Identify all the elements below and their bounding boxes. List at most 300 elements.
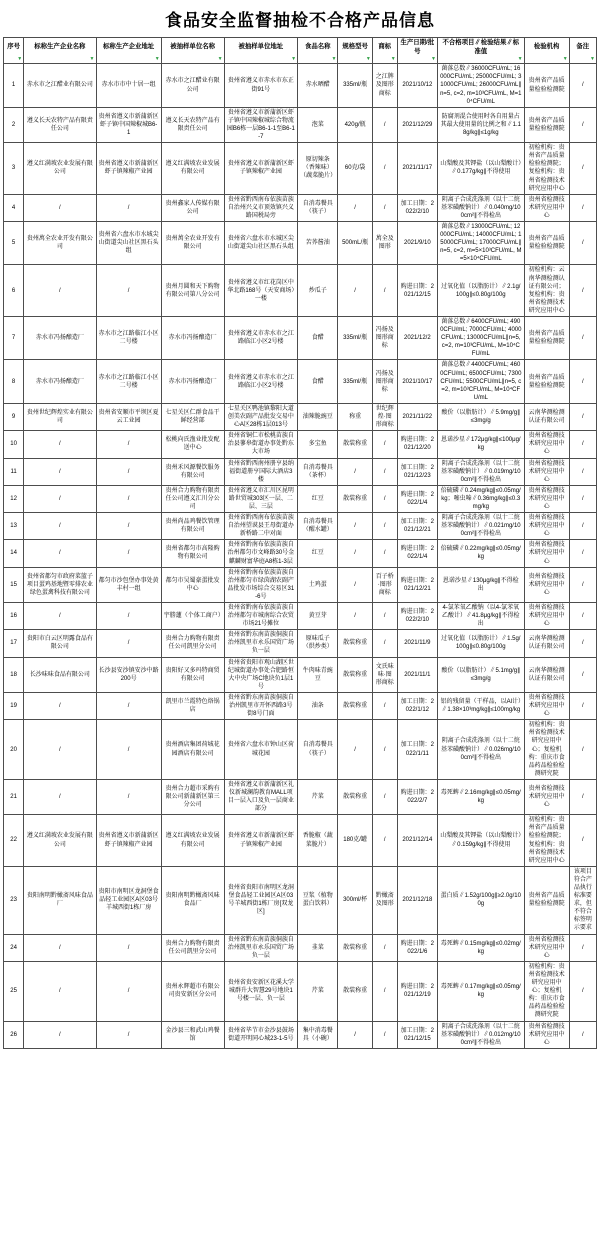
table-cell: 贵州省检测技术研究应用中心 [524, 431, 569, 458]
table-row [4, 485, 597, 512]
column-header-label: 商标 [378, 43, 392, 51]
row-index-cell: 4 [4, 194, 24, 221]
row-index-cell: 13 [4, 513, 24, 540]
table-cell: 香脆椒（蔬菜脆片） [298, 815, 338, 867]
filter-dropdown-arrow-icon[interactable]: ▼ [154, 56, 160, 63]
table-cell: / [569, 513, 596, 540]
column-header-label: 标称生产企业名称 [34, 43, 86, 51]
table-cell: 贵州省安顺市平坝区夏云工业园 [96, 403, 161, 430]
table-cell: 贵州禾风源餐饮服务有限公司 [161, 458, 224, 485]
table-cell: 菌落总数∥36000CFU/mL; 16000CFU/mL; 25000CFU/mL; 31000CFU/mL; 26000CFU/mL∥n=5, c=2, m=10³CFU/mL, M=10⁴CFU/mL [438, 64, 525, 107]
row-index-cell: 25 [4, 961, 24, 1021]
table-cell: 335ml/瓶 [338, 64, 372, 107]
column-header-2 [96, 38, 161, 64]
column-header-label: 规格型号 [342, 43, 368, 51]
table-cell: 遵义红满坡农业发展有限公司 [161, 143, 224, 195]
table-cell: 贵州省产品质量检验检测院 [524, 360, 569, 403]
table-row [4, 603, 597, 630]
table-cell: 购进日期：2022/1/4 [397, 540, 437, 567]
table-cell: 食醋 [298, 317, 338, 360]
table-cell: / [96, 692, 161, 719]
table-cell: / [24, 458, 96, 485]
table-cell: 贵州省黔东南苗族侗族自治州凯里市永乐国贸广场负一层 [224, 630, 298, 657]
column-header-3 [161, 38, 224, 64]
table-row [4, 866, 597, 934]
table-cell: / [569, 221, 596, 264]
row-index-cell: 19 [4, 692, 24, 719]
row-index-cell: 2 [4, 107, 24, 142]
table-cell: / [24, 603, 96, 630]
table-row [4, 403, 597, 430]
table-row [4, 360, 597, 403]
table-cell: 贵州省黔西南布依族苗族自治州望谟县王母街道办新桥路二中对面 [224, 513, 298, 540]
table-cell: / [372, 265, 397, 317]
table-cell: / [569, 403, 596, 430]
table-cell: 毒死蜱∥2.16mg/kg∥≤0.05mg/kg [438, 779, 525, 814]
table-cell: 赤水市冯扬酿造厂 [161, 360, 224, 403]
table-cell: 贵州省遵义市新蒲新区礼仪新城澜韵教育MALL项目一层入口及负一层商业部分 [224, 779, 298, 814]
table-cell: 420g/瓶 [338, 107, 372, 142]
table-cell: 初检机构：贵州省产品质量检验检测院；复检机构：贵州省检测技术研究应用中心 [524, 815, 569, 867]
table-cell: 贵州合力购物有限责任公司遵义汇川分公司 [161, 485, 224, 512]
table-cell: / [96, 934, 161, 961]
table-cell: 散装称重 [338, 779, 372, 814]
table-cell: 长沙县安沙镇安沙中路200号 [96, 657, 161, 692]
row-index-cell: 26 [4, 1021, 24, 1048]
filter-dropdown-arrow-icon[interactable]: ▼ [17, 56, 23, 63]
table-cell: 遵义红满坡农业发展有限公司 [24, 815, 96, 867]
table-cell: 泡菜 [298, 107, 338, 142]
table-cell: / [338, 194, 372, 221]
table-row [4, 64, 597, 107]
table-cell: 芹菜 [298, 961, 338, 1021]
table-cell: 2021/11/9 [397, 630, 437, 657]
table-body [4, 64, 597, 1049]
table-cell: / [24, 431, 96, 458]
table-cell: 文氏味味·图形商标 [372, 657, 397, 692]
table-cell: / [24, 194, 96, 221]
table-row [4, 692, 597, 719]
table-cell: 过氧化值（以脂肪计）∥1.5g/100g∥≤0.80g/100g [438, 630, 525, 657]
row-index-cell: 23 [4, 866, 24, 934]
table-cell: / [372, 779, 397, 814]
table-cell: / [372, 485, 397, 512]
row-index-cell: 17 [4, 630, 24, 657]
table-row [4, 567, 597, 602]
table-cell: 赤水市冯扬酿造厂 [24, 360, 96, 403]
row-index-cell: 14 [4, 540, 24, 567]
table-cell: / [96, 630, 161, 657]
table-cell: 2021/11/22 [397, 403, 437, 430]
table-cell: / [96, 485, 161, 512]
table-cell: 贵州省检测技术研究应用中心 [524, 485, 569, 512]
table-cell: 贵州省贵阳市观山湖区世纪城街道办事处合肥路恒大中央广场C地块负1层1号 [224, 657, 298, 692]
table-cell: / [569, 603, 596, 630]
row-index-cell: 24 [4, 934, 24, 961]
filter-dropdown-arrow-icon[interactable]: ▼ [431, 56, 436, 63]
table-cell: 山梨酸及其钾盐（以山梨酸计）∥0.177g/kg∥不得使用 [438, 143, 525, 195]
row-index-cell: 20 [4, 720, 24, 780]
table-cell: / [24, 265, 96, 317]
table-cell: 贵州省黔东南苗族侗族自治州凯里市开怀西路3号街8号门面 [224, 692, 298, 719]
table-cell: 赤水晒醋 [298, 64, 338, 107]
table-cell: / [372, 513, 397, 540]
table-cell: 自消毒餐具（筷子） [298, 194, 338, 221]
filter-dropdown-arrow-icon[interactable]: ▼ [517, 56, 523, 63]
table-cell: 散装称重 [338, 485, 372, 512]
table-cell: 遵义长天农特产品有限责任公司 [161, 107, 224, 142]
column-header-0 [4, 38, 24, 64]
table-row [4, 458, 597, 485]
table-cell: 2021/12/18 [397, 866, 437, 934]
table-cell: 贵阳市白云区明露食品有限公司 [24, 630, 96, 657]
table-cell: / [24, 720, 96, 780]
table-row [4, 431, 597, 458]
table-cell: / [569, 657, 596, 692]
row-index-cell: 7 [4, 317, 24, 360]
table-cell: 冯扬及图形商标 [372, 360, 397, 403]
table-cell: / [372, 540, 397, 567]
table-cell: / [96, 779, 161, 814]
table-cell: / [96, 194, 161, 221]
table-cell: / [569, 431, 596, 458]
row-index-cell: 8 [4, 360, 24, 403]
table-cell: 赤水市之江醋业有限公司 [24, 64, 96, 107]
table-cell: 都匀市吴蜀豪蛋批发中心 [161, 567, 224, 602]
table-cell: 购进日期：2021/12/15 [397, 265, 437, 317]
table-cell: 贵州酒店集团荷城花园酒店有限公司 [161, 720, 224, 780]
table-cell: 阴离子合成洗涤剂（以十二烷基苯磺酸钠计）∥0.021mg/100cm²∥不得检出 [438, 513, 525, 540]
table-cell: 贵州省检测技术研究应用中心 [524, 603, 569, 630]
table-cell: 贵阳市南明区龙洞堡食品轻工业园区A区03号羊城西街1栋厂房 [96, 866, 161, 934]
table-cell: / [24, 692, 96, 719]
table-cell: 遵义红满坡农业发展有限公司 [24, 143, 96, 195]
table-cell: 称重 [338, 403, 372, 430]
unqualified-products-table [3, 37, 597, 1049]
table-cell: / [569, 265, 596, 317]
table-row [4, 1021, 597, 1048]
table-cell: 贵州省黔南布依族苗族自治州都匀市城南综合农贸市场21号摊位 [224, 603, 298, 630]
table-cell: / [569, 630, 596, 657]
table-cell: / [569, 143, 596, 195]
table-cell: / [338, 1021, 372, 1048]
table-cell: 世纪辉煌·图形商标 [372, 403, 397, 430]
table-cell: / [569, 692, 596, 719]
table-row [4, 961, 597, 1021]
table-cell: 贵州省贵阳市南明区龙洞堡食品轻工业园区A区03号羊城西街1栋厂房[双龙区] [224, 866, 298, 934]
table-cell: 60克/袋 [338, 143, 372, 195]
row-index-cell: 3 [4, 143, 24, 195]
row-index-cell: 12 [4, 485, 24, 512]
table-cell: 自消毒餐具（醒水罐） [298, 513, 338, 540]
column-header-label: 不合格项目∥检验结果∥标准值 [442, 39, 520, 55]
table-cell: 菌落总数∥13000CFU/mL; 12000CFU/mL; 14000CFU/mL; 15000CFU/mL; 17000CFU/mL∥n=5, c=2, m=5×10³CFU/mL, M=5×10⁴CFU/mL [438, 221, 525, 264]
table-cell: 4-氯苯氧乙酸钠（以4-氯苯氧乙酸计）∥41.8μg/kg∥不得检出 [438, 603, 525, 630]
table-cell: / [24, 961, 96, 1021]
filter-dropdown-arrow-icon[interactable]: ▼ [390, 56, 396, 63]
filter-dropdown-arrow-icon[interactable]: ▼ [291, 56, 297, 63]
table-cell: / [24, 540, 96, 567]
table-cell: 贵州尚品鸡餐饮管理有限公司 [161, 513, 224, 540]
table-cell: / [24, 934, 96, 961]
table-cell: 七星关区鸭池镇黎阳大道创美农副产品批发交易中心A区28栋1层013号 [224, 403, 298, 430]
table-cell: 贵州世纪辉煌实业有限公司 [24, 403, 96, 430]
table-row [4, 657, 597, 692]
table-cell: 贵州省都匀市政府菜篮子项目蛋鸡基地暨零排农业绿色蛋禽科技有限公司 [24, 567, 96, 602]
table-cell: 贵州合力购物有限责任公司凯里分公司 [161, 934, 224, 961]
table-cell: 七星关区仁群食品干鲜经营部 [161, 403, 224, 430]
table-cell: / [24, 485, 96, 512]
table-cell: 加工日期：2022/2/10 [397, 194, 437, 221]
table-cell: / [569, 720, 596, 780]
table-cell: 赤水市市中十居一组 [96, 64, 161, 107]
table-cell: 贵州省产品质量检验检测院 [524, 64, 569, 107]
table-row [4, 221, 597, 264]
table-cell: 土鸡蛋 [298, 567, 338, 602]
table-cell: 贵州省遵义市新蒲新区虾子镇辣椒产业园 [96, 815, 161, 867]
table-cell: 购进日期：2021/12/20 [397, 431, 437, 458]
table-cell: 贵州省黔南布依族苗族自治州都匀市文峰路30号金麒麟财富华庭A8栋1-3层 [224, 540, 298, 567]
table-cell: 散装称重 [338, 431, 372, 458]
table-cell: 恩诺沙星∥172μg/kg∥≤100μg/kg [438, 431, 525, 458]
table-row [4, 265, 597, 317]
table-cell: 该项目符合产品执行标准要求，但不符合标签明示要求 [569, 866, 596, 934]
table-cell: 散装称重 [338, 657, 372, 692]
table-row [4, 107, 597, 142]
table-cell: / [96, 1021, 161, 1048]
table-cell: 300ml/杯 [338, 866, 372, 934]
filter-dropdown-arrow-icon[interactable]: ▼ [365, 56, 371, 63]
table-cell: / [569, 107, 596, 142]
table-cell: 遵义长天农特产品有限责任公司 [24, 107, 96, 142]
table-cell: / [569, 485, 596, 512]
table-cell: / [372, 431, 397, 458]
column-header-label: 标称生产企业地址 [103, 43, 155, 51]
table-cell: 毒死蜱∥0.15mg/kg∥≤0.02mg/kg [438, 934, 525, 961]
table-header-row [4, 38, 597, 64]
table-cell: / [569, 934, 596, 961]
table-cell: 2021/11/17 [397, 143, 437, 195]
table-cell: / [96, 431, 161, 458]
table-cell: 贵州省遵义市赤水市之江路临江小区2号楼 [224, 317, 298, 360]
table-cell: / [372, 630, 397, 657]
table-cell: 遵义红满坡农业发展有限公司 [161, 815, 224, 867]
table-cell: / [96, 265, 161, 317]
row-index-cell: 15 [4, 567, 24, 602]
column-header-label: 被抽样单位地址 [238, 43, 284, 51]
table-cell: 赤水市之江醋业有限公司 [161, 64, 224, 107]
table-cell: 长沙味味食品有限公司 [24, 657, 96, 692]
table-cell: 云南华测检测认证有限公司 [524, 630, 569, 657]
table-cell: / [372, 720, 397, 780]
table-cell: 加工日期：2021/12/21 [397, 513, 437, 540]
table-cell: 贵州省六盘水市水城区尖山街道尖山社区黑石头组 [224, 221, 298, 264]
table-cell: 百子桥·图形商标 [372, 567, 397, 602]
table-cell: 180克/罐 [338, 815, 372, 867]
table-cell: 加工日期：2021/12/15 [397, 1021, 437, 1048]
table-row [4, 630, 597, 657]
table-cell: / [24, 1021, 96, 1048]
table-cell: 贵州省遵义市新蒲新区虾子镇中国辣椒城综合物流园B6栋一层B6-1-1至B6-1-7 [224, 107, 298, 142]
table-cell: / [338, 265, 372, 317]
table-cell: 豆浆（植物蛋白饮料） [298, 866, 338, 934]
table-cell: 2021/12/14 [397, 815, 437, 867]
table-cell: 自消毒餐具（筷子） [298, 720, 338, 780]
column-header-5 [298, 38, 338, 64]
table-cell: / [24, 513, 96, 540]
table-cell: / [24, 779, 96, 814]
column-header-7 [372, 38, 397, 64]
table-cell: 韭菜 [298, 934, 338, 961]
column-header-10 [524, 38, 569, 64]
table-cell: 贵州省遵义市红花岗区中华北路168号（天安商场）一楼 [224, 265, 298, 317]
table-cell: / [338, 720, 372, 780]
column-header-label: 序号 [7, 43, 20, 51]
table-cell: 炒瓜子 [298, 265, 338, 317]
table-cell: 黄豆芽 [298, 603, 338, 630]
table-cell: 贵州萬全农业开发有限公司 [161, 221, 224, 264]
table-cell: 贵州省产品质量检验检测院 [524, 317, 569, 360]
table-cell: 酸价（以脂肪计）∥5.9mg/g∥≤3mg/g [438, 403, 525, 430]
table-cell: 倍硫磷∥0.24mg/kg∥≤0.05mg/kg；噻虫嗪∥0.36mg/kg∥≤0.3mg/kg [438, 485, 525, 512]
table-cell: 冯扬及图形商标 [372, 317, 397, 360]
table-cell: / [96, 540, 161, 567]
row-index-cell: 5 [4, 221, 24, 264]
table-cell: 自消毒餐具（茶杯） [298, 458, 338, 485]
table-row [4, 540, 597, 567]
table-cell: 贵州省黔南布依族苗族自治州都匀市绿茵湖农副产品批发市场综合交易区31-6号 [224, 567, 298, 602]
table-cell: 贵州省产品质量检验检测院 [524, 221, 569, 264]
table-cell: 初检机构：云南华测检测认证有限公司；复检机构：贵州省检测技术研究应用中心 [524, 265, 569, 317]
row-index-cell: 1 [4, 64, 24, 107]
table-cell: / [569, 360, 596, 403]
table-cell: 过氧化值（以脂肪计）∥2.1g/100g∥≤0.80g/100g [438, 265, 525, 317]
table-cell: 都匀市沙包堡办事处黄丰村一组 [96, 567, 161, 602]
table-cell: / [569, 779, 596, 814]
row-index-cell: 6 [4, 265, 24, 317]
filter-dropdown-arrow-icon[interactable]: ▼ [89, 56, 95, 63]
table-cell: / [96, 720, 161, 780]
table-cell: 之江牌及图形商标 [372, 64, 397, 107]
table-cell: / [569, 317, 596, 360]
table-cell: 贵州省遵义市新蒲新区虾子镇中国辣椒城B6-1 [96, 107, 161, 142]
table-cell: 贵州省遵义市赤水市之江路临江小区2号楼 [224, 360, 298, 403]
table-cell: 红豆 [298, 540, 338, 567]
table-cell: / [569, 194, 596, 221]
table-cell: 散装称重 [338, 692, 372, 719]
table-cell: 贵州省六盘水市水城尖山街道尖山社区黑石头组 [96, 221, 161, 264]
table-row [4, 779, 597, 814]
table-cell: 赤水市冯扬酿造厂 [161, 317, 224, 360]
table-cell: 贵州省检测技术研究应用中心 [524, 458, 569, 485]
table-cell: 贵州合力超市采购有限公司新蒲新区第三分公司 [161, 779, 224, 814]
table-cell: / [569, 961, 596, 1021]
table-cell: 贵州省遵义市新蒲新区虾子镇辣椒产业园 [224, 815, 298, 867]
table-cell: 食醋 [298, 360, 338, 403]
table-cell: / [569, 458, 596, 485]
table-cell: 赤水市之江路临江小区二号楼 [96, 360, 161, 403]
table-cell: 贵州省检测技术研究应用中心 [524, 692, 569, 719]
table-cell: 贵州省铜仁市松桃苗族自治县蓼皋街道办事处黔东大市场 [224, 431, 298, 458]
table-cell: 毒死蜱∥0.17mg/kg∥≤0.05mg/kg [438, 961, 525, 1021]
table-cell: 加工日期：2022/1/12 [397, 692, 437, 719]
filter-dropdown-arrow-icon[interactable]: ▼ [590, 56, 595, 63]
filter-dropdown-arrow-icon[interactable]: ▼ [331, 56, 337, 63]
table-cell: 500mL/瓶 [338, 221, 372, 264]
table-cell: 购进日期：2022/2/10 [397, 603, 437, 630]
table-cell: 贵阳南明黔橄斋风味食品厂 [24, 866, 96, 934]
table-cell: 贵州省遵义市新蒲新区虾子镇辣椒产业园 [96, 143, 161, 195]
table-cell: / [96, 458, 161, 485]
table-cell: 菌落总数∥4400CFU/mL; 4600CFU/mL; 6500CFU/mL; 7300CFU/mL; 5500CFU/mL∥n=5, c=2, m=10³CFU/mL, M=10⁴CFU/mL [438, 360, 525, 403]
table-cell: 酸价（以脂肪计）∥5.1mg/g∥≤3mg/g [438, 657, 525, 692]
table-cell: 购进日期：2022/1/4 [397, 485, 437, 512]
table-cell: 贵州省检测技术研究应用中心 [524, 194, 569, 221]
table-cell: / [569, 1021, 596, 1048]
row-index-cell: 22 [4, 815, 24, 867]
table-cell: 山梨酸及其钾盐（以山梨酸计）∥0.159g/kg∥不得使用 [438, 815, 525, 867]
table-cell: 松桃向氏渔业批发配送中心 [161, 431, 224, 458]
table-cell: / [569, 540, 596, 567]
table-cell: 散装称重 [338, 934, 372, 961]
table-cell: 油辣脆豌豆 [298, 403, 338, 430]
table-cell: 贵州永辉超市有限公司贵安新区分公司 [161, 961, 224, 1021]
column-header-6 [338, 38, 372, 64]
table-cell: 贵州合力购物有限责任公司凯里分公司 [161, 630, 224, 657]
table-cell: 萬全及图形 [372, 221, 397, 264]
table-cell: 原味瓜子（烘炒类） [298, 630, 338, 657]
table-cell: / [338, 603, 372, 630]
table-cell: 2021/11/1 [397, 657, 437, 692]
table-cell: / [338, 567, 372, 602]
table-cell: 贵州省毕节市金沙县鼓场街道开明同心城23-1-5号 [224, 1021, 298, 1048]
table-cell: 防腐剂混合使用时各自用量占其最大使用量的比例之和∥1.18g/kg∥≤1g/kg [438, 107, 525, 142]
table-cell: 原切辣条（香辣味）（蔬菜脆片） [298, 143, 338, 195]
filter-dropdown-arrow-icon[interactable]: ▼ [217, 56, 223, 63]
table-cell: / [372, 603, 397, 630]
table-cell: 散装称重 [338, 630, 372, 657]
table-cell: 多宝鱼 [298, 431, 338, 458]
table-cell: 贵州省六盘水市钟山区荷城花园 [224, 720, 298, 780]
table-cell: 贵州省都匀市高隆购物有限公司 [161, 540, 224, 567]
table-cell: / [338, 458, 372, 485]
table-cell: / [372, 194, 397, 221]
column-header-label: 备注 [576, 43, 590, 51]
table-cell: 阴离子合成洗涤剂（以十二烷基苯磺酸钠计）∥0.026mg/100cm²∥不得检出 [438, 720, 525, 780]
table-cell: 贵州省检测技术研究应用中心 [524, 1021, 569, 1048]
column-header-9 [438, 38, 525, 64]
table-cell: 云南华测检测认证有限公司 [524, 657, 569, 692]
table-cell: 菌落总数∥6400CFU/mL; 4900CFU/mL; 7000CFU/mL; 4000CFU/mL; 13000CFU/mL∥n=5, c=2, m=10³CFU/mL, M=10⁴CFU/mL [438, 317, 525, 360]
table-cell: 恩诺沙星∥130μg/kg∥不得检出 [438, 567, 525, 602]
table-cell: 加工日期：2022/1/11 [397, 720, 437, 780]
filter-dropdown-arrow-icon[interactable]: ▼ [562, 56, 568, 63]
column-header-8 [397, 38, 437, 64]
table-cell: 金沙县三和武山鸡餐馆 [161, 1021, 224, 1048]
table-cell: 油条 [298, 692, 338, 719]
table-cell: 335ml/瓶 [338, 317, 372, 360]
table-cell: 贵州省黔东南苗族侗族自治州凯里市永乐国贸广场负一层 [224, 934, 298, 961]
column-header-4 [224, 38, 298, 64]
table-cell: 贵州省贵安新区花溪大学城群升大智慧29号地块1号楼一层、负一层 [224, 961, 298, 1021]
table-cell: 贵州省检测技术研究应用中心 [524, 779, 569, 814]
table-cell: 初检机构：贵州省检测技术研究应用中心；复检机构：重庆市食品药品检验检测研究院 [524, 720, 569, 780]
table-cell: 贵州省遵义市新蒲新区虾子镇辣椒产业园 [224, 143, 298, 195]
table-cell: / [372, 815, 397, 867]
table-cell: / [569, 815, 596, 867]
column-header-label: 检验机构 [533, 43, 560, 51]
table-cell: / [372, 1021, 397, 1048]
